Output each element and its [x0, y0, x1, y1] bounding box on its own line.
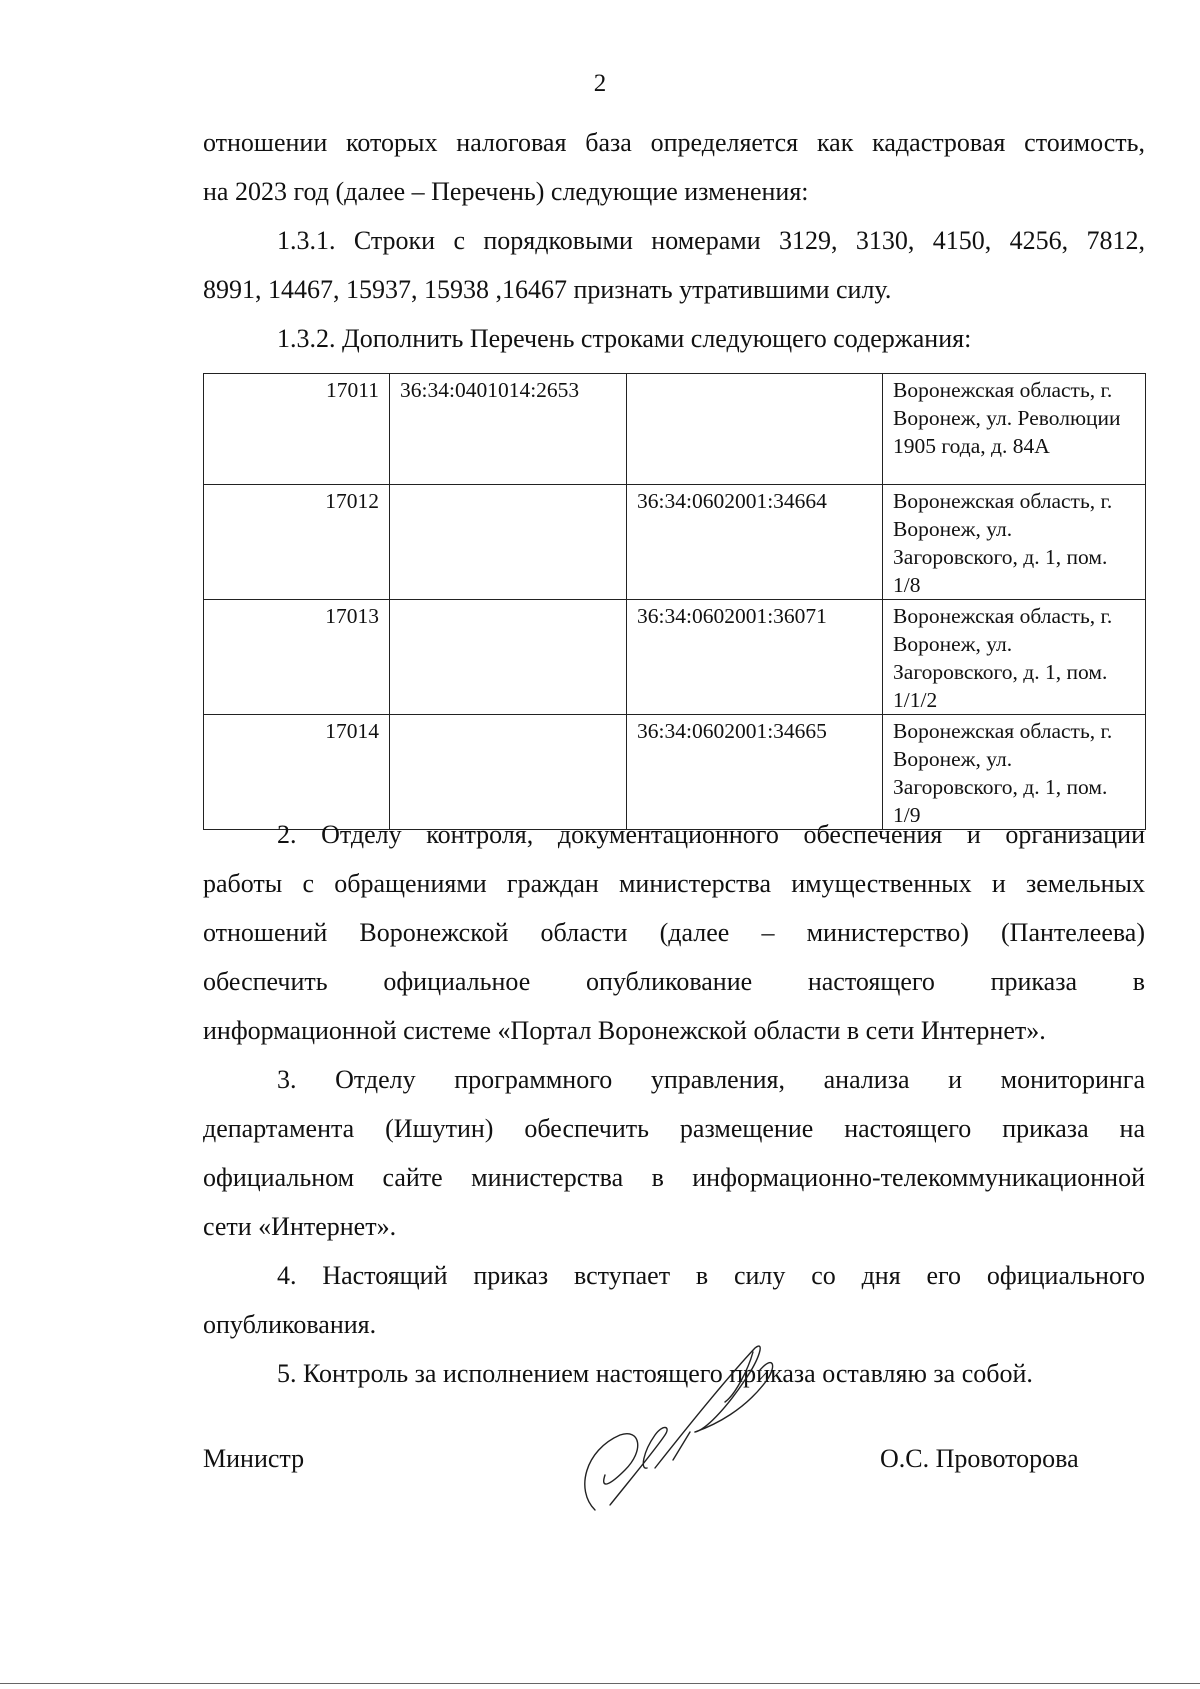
item-2-line-5: информационной системе «Портал Воронежской области в сети Интернет».	[203, 1016, 1046, 1045]
address: Воронежская область, г. Воронеж, ул. Загоровского, д. 1, пом. 1/9	[883, 715, 1146, 830]
table-row	[204, 600, 1146, 715]
row-number: 17014	[204, 715, 390, 830]
item-2-line-1: 2. Отделу контроля, документационного обеспечения и организации	[277, 820, 1145, 849]
cadastral-number-2: 36:34:0602001:36071	[627, 600, 883, 715]
item-3-line-4: сети «Интернет».	[203, 1212, 397, 1241]
signature-name: О.С. Провоторова	[880, 1444, 1079, 1473]
row-number: 17012	[204, 485, 390, 600]
item-3-line-3: официальном сайте министерства в информационно-телекоммуникационной	[203, 1163, 1145, 1192]
item-2-line-3: отношений Воронежской области (далее – министерство) (Пантелеева)	[203, 918, 1145, 947]
cadastral-number-1	[390, 485, 627, 600]
intro-line-1: отношении которых налоговая база определяется как кадастровая стоимость,	[203, 128, 1145, 157]
table-row	[204, 715, 1146, 830]
item-5: 5. Контроль за исполнением настоящего приказа оставляю за собой.	[277, 1359, 1033, 1388]
footer-rule	[0, 1683, 1200, 1684]
address: Воронежская область, г. Воронеж, ул. Революции 1905 года, д. 84А	[883, 374, 1146, 485]
item-1-3-1-line-2: 8991, 14467, 15937, 15938 ,16467 признать утратившими силу.	[203, 275, 892, 304]
handwritten-signature	[555, 1340, 800, 1520]
item-1-3-2: 1.3.2. Дополнить Перечень строками следующего содержания:	[277, 324, 972, 353]
item-2-line-2: работы с обращениями граждан министерства имущественных и земельных	[203, 869, 1145, 898]
row-number: 17013	[204, 600, 390, 715]
item-4-line-2: опубликования.	[203, 1310, 377, 1339]
page-number: 2	[593, 70, 607, 97]
address: Воронежская область, г. Воронеж, ул. Загоровского, д. 1, пом. 1/8	[883, 485, 1146, 600]
item-3-line-2: департамента (Ишутин) обеспечить размещение настоящего приказа на	[203, 1114, 1145, 1143]
cadastral-number-2	[627, 374, 883, 485]
item-4-line-1: 4. Настоящий приказ вступает в силу со дня его официального	[277, 1261, 1145, 1290]
cadastral-number-1: 36:34:0401014:2653	[390, 374, 627, 485]
item-3-line-1: 3. Отделу программного управления, анализа и мониторинга	[277, 1065, 1145, 1094]
row-number: 17011	[204, 374, 390, 485]
cadastral-number-2: 36:34:0602001:34665	[627, 715, 883, 830]
additions-table	[203, 373, 1146, 830]
cadastral-number-2: 36:34:0602001:34664	[627, 485, 883, 600]
intro-line-2: на 2023 год (далее – Перечень) следующие изменения:	[203, 177, 809, 206]
cadastral-number-1	[390, 715, 627, 830]
address: Воронежская область, г. Воронеж, ул. Загоровского, д. 1, пом. 1/1/2	[883, 600, 1146, 715]
signature-position: Министр	[203, 1444, 305, 1473]
item-2-line-4: обеспечить официальное опубликование настоящего приказа в	[203, 967, 1145, 996]
table-row	[204, 374, 1146, 485]
table-row	[204, 485, 1146, 600]
item-1-3-1-line-1: 1.3.1. Строки с порядковыми номерами 3129, 3130, 4150, 4256, 7812,	[277, 226, 1145, 255]
cadastral-number-1	[390, 600, 627, 715]
